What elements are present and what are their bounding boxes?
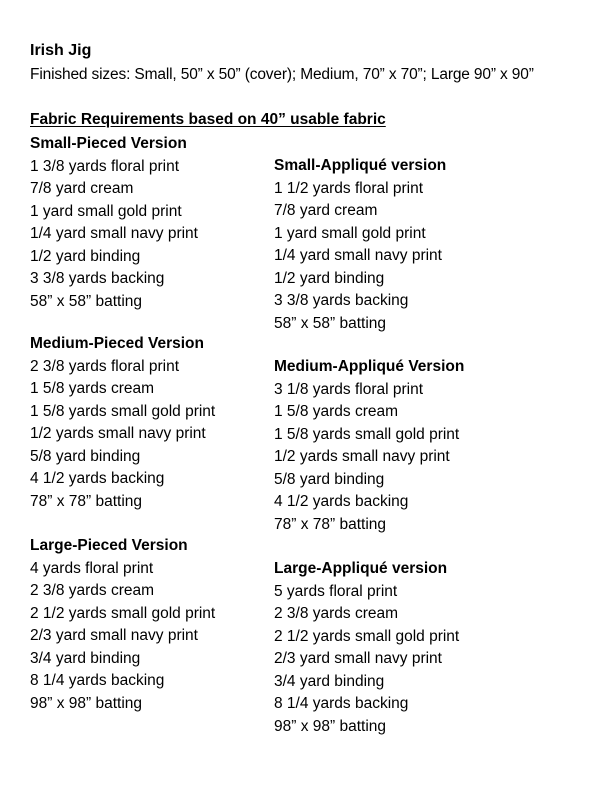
list-item: 1 5/8 yards small gold print bbox=[30, 402, 216, 420]
list-item: 78” x 78” batting bbox=[30, 492, 143, 510]
section-heading: Small-Appliqué version bbox=[274, 157, 447, 174]
list-item: 7/8 yard cream bbox=[30, 180, 134, 197]
large-applique-section bbox=[274, 558, 459, 738]
list-item: 2/3 yard small navy print bbox=[30, 627, 198, 644]
list-item: 1 5/8 yards small gold print bbox=[274, 425, 460, 443]
section-heading: Medium-Pieced Version bbox=[30, 335, 204, 352]
list-item: 2 3/8 yards floral print bbox=[30, 357, 180, 375]
fabric-requirements-heading: Fabric Requirements based on 40” usable fabric bbox=[30, 111, 386, 128]
list-item: 5 yards floral print bbox=[274, 582, 398, 600]
finished-sizes-line: Finished sizes: Small, 50” x 50” (cover); Medium, 70” x 70”; Large 90” x 90” bbox=[30, 66, 534, 83]
list-item: 78” x 78” batting bbox=[274, 515, 387, 533]
list-item: 58” x 58” batting bbox=[30, 292, 143, 310]
section-heading: Small-Pieced Version bbox=[30, 135, 187, 152]
section-heading: Large-Pieced Version bbox=[30, 537, 188, 554]
list-item: 5/8 yard binding bbox=[30, 447, 141, 465]
list-item: 1 5/8 yards cream bbox=[30, 380, 155, 397]
list-item: 1 5/8 yards cream bbox=[274, 403, 399, 420]
document-title: Irish Jig bbox=[30, 42, 92, 59]
list-item: 4 yards floral print bbox=[30, 559, 154, 577]
medium-pieced-section bbox=[30, 333, 215, 513]
large-pieced-section bbox=[30, 535, 215, 715]
list-item: 3/4 yard binding bbox=[274, 672, 385, 690]
list-item: 1/2 yard binding bbox=[30, 247, 141, 265]
fabric-list bbox=[30, 558, 215, 716]
list-item: 4 1/2 yards backing bbox=[274, 493, 409, 510]
fabric-list bbox=[30, 356, 215, 514]
list-item: 2/3 yard small navy print bbox=[274, 650, 442, 667]
list-item: 1 yard small gold print bbox=[274, 224, 426, 242]
list-item: 7/8 yard cream bbox=[274, 202, 378, 219]
list-item: 2 3/8 yards cream bbox=[30, 582, 155, 599]
list-item: 4 1/2 yards backing bbox=[30, 470, 165, 487]
medium-applique-section bbox=[274, 356, 464, 536]
section-heading: Medium-Appliqué Version bbox=[274, 358, 465, 375]
section-heading: Large-Appliqué version bbox=[274, 560, 448, 577]
fabric-list bbox=[274, 581, 459, 739]
list-item: 58” x 58” batting bbox=[274, 314, 387, 332]
small-pieced-section bbox=[30, 133, 198, 313]
list-item: 1 3/8 yards floral print bbox=[30, 157, 180, 175]
list-item: 1 1/2 yards floral print bbox=[274, 179, 424, 197]
list-item: 5/8 yard binding bbox=[274, 470, 385, 488]
list-item: 2 3/8 yards cream bbox=[274, 605, 399, 622]
fabric-list bbox=[274, 178, 446, 336]
list-item: 3 1/8 yards floral print bbox=[274, 380, 424, 398]
list-item: 3/4 yard binding bbox=[30, 649, 141, 667]
list-item: 2 1/2 yards small gold print bbox=[274, 627, 460, 645]
list-item: 98” x 98” batting bbox=[30, 694, 143, 712]
list-item: 1/2 yard binding bbox=[274, 269, 385, 287]
list-item: 1/4 yard small navy print bbox=[30, 225, 198, 242]
fabric-list bbox=[274, 379, 464, 537]
list-item: 1/2 yards small navy print bbox=[30, 425, 206, 442]
list-item: 1 yard small gold print bbox=[30, 202, 182, 220]
list-item: 1/2 yards small navy print bbox=[274, 448, 450, 465]
list-item: 8 1/4 yards backing bbox=[30, 672, 165, 689]
fabric-list bbox=[30, 156, 198, 314]
list-item: 8 1/4 yards backing bbox=[274, 695, 409, 712]
list-item: 2 1/2 yards small gold print bbox=[30, 604, 216, 622]
list-item: 98” x 98” batting bbox=[274, 717, 387, 735]
list-item: 3 3/8 yards backing bbox=[30, 270, 165, 287]
list-item: 1/4 yard small navy print bbox=[274, 247, 442, 264]
list-item: 3 3/8 yards backing bbox=[274, 292, 409, 309]
small-applique-section bbox=[274, 155, 446, 335]
